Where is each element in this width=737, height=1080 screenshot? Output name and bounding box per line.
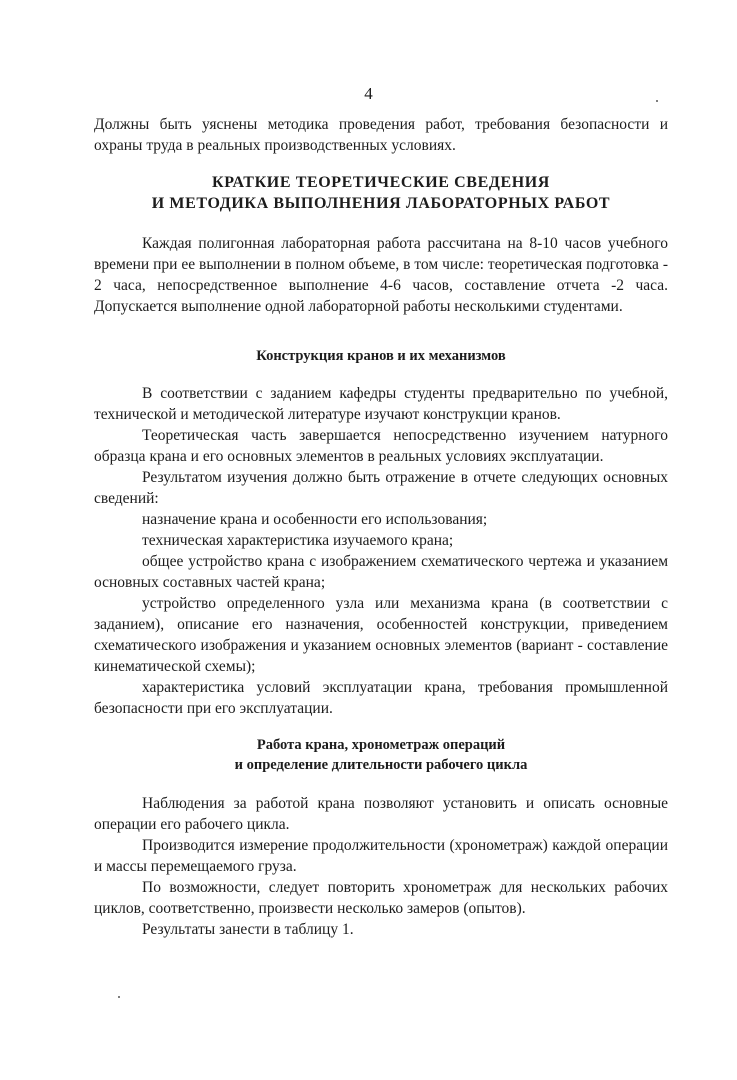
section2-paragraph: Наблюдения за работой крана позволяют установить и описать основные операции его рабочего цикла. xyxy=(94,795,668,833)
section1-paragraph: Результатом изучения должно быть отражение в отчете следующих основных сведений: xyxy=(94,469,668,507)
list-item: устройство определенного узла или механизма крана (в соответствии с заданием), описание его назначения, особенностей конструкции, приведением схематического изображения и указанием основных элементов (вариант - составление кинематической схемы); xyxy=(94,595,668,675)
main-heading-line-1: КРАТКИЕ ТЕОРЕТИЧЕСКИЕ СВЕДЕНИЯ xyxy=(212,174,550,191)
duration-paragraph: Каждая полигонная лабораторная работа рассчитана на 8-10 часов учебного времени при ее выполнении в полном объеме, в том числе: теоретическая подготовка - 2 часа, непосредственное выполнение 4-6 часов, составление отчета -2 часа. Допускается выполнение одной лабораторной работы несколькими студентами. xyxy=(94,235,668,315)
section1-paragraph: Теоретическая часть завершается непосредственно изучением натурного образца крана и его основных элементов в реальных условиях эксплуатации. xyxy=(94,427,668,465)
section1-heading: Конструкция кранов и их механизмов xyxy=(256,348,506,364)
list-item: техническая характеристика изучаемого крана; xyxy=(142,532,454,549)
section2-paragraph: По возможности, следует повторить хронометраж для нескольких рабочих циклов, соответственно, произвести несколько замеров (опытов). xyxy=(94,879,668,917)
scan-speck xyxy=(118,996,120,998)
section2-paragraph: Производится измерение продолжительности (хронометраж) каждой операции и массы перемещаемого груза. xyxy=(94,837,668,875)
page-number: 4 xyxy=(364,84,373,103)
section1-body xyxy=(94,383,668,719)
section2-paragraph: Результаты занести в таблицу 1. xyxy=(142,921,354,938)
main-heading-line-2: И МЕТОДИКА ВЫПОЛНЕНИЯ ЛАБОРАТОРНЫХ РАБОТ xyxy=(151,195,611,212)
list-item: общее устройство крана с изображением схематического чертежа и указанием основных составных частей крана; xyxy=(94,553,668,591)
section1-paragraph: В соответствии с заданием кафедры студенты предварительно по учебной, технической и методической литературе изучают конструкции кранов. xyxy=(94,385,668,423)
section2-heading-line-2: и определение длительности рабочего цикла xyxy=(234,757,528,773)
intro-paragraph: Должны быть уяснены методика проведения работ, требования безопасности и охраны труда в реальных производственных условиях. xyxy=(94,116,668,154)
scan-speck xyxy=(656,100,658,102)
section2-heading-line-1: Работа крана, хронометраж операций xyxy=(256,737,506,753)
list-item: назначение крана и особенности его использования; xyxy=(142,511,488,528)
section2-body xyxy=(94,793,668,940)
list-item: характеристика условий эксплуатации крана, требования промышленной безопасности при его эксплуатации. xyxy=(94,679,668,717)
